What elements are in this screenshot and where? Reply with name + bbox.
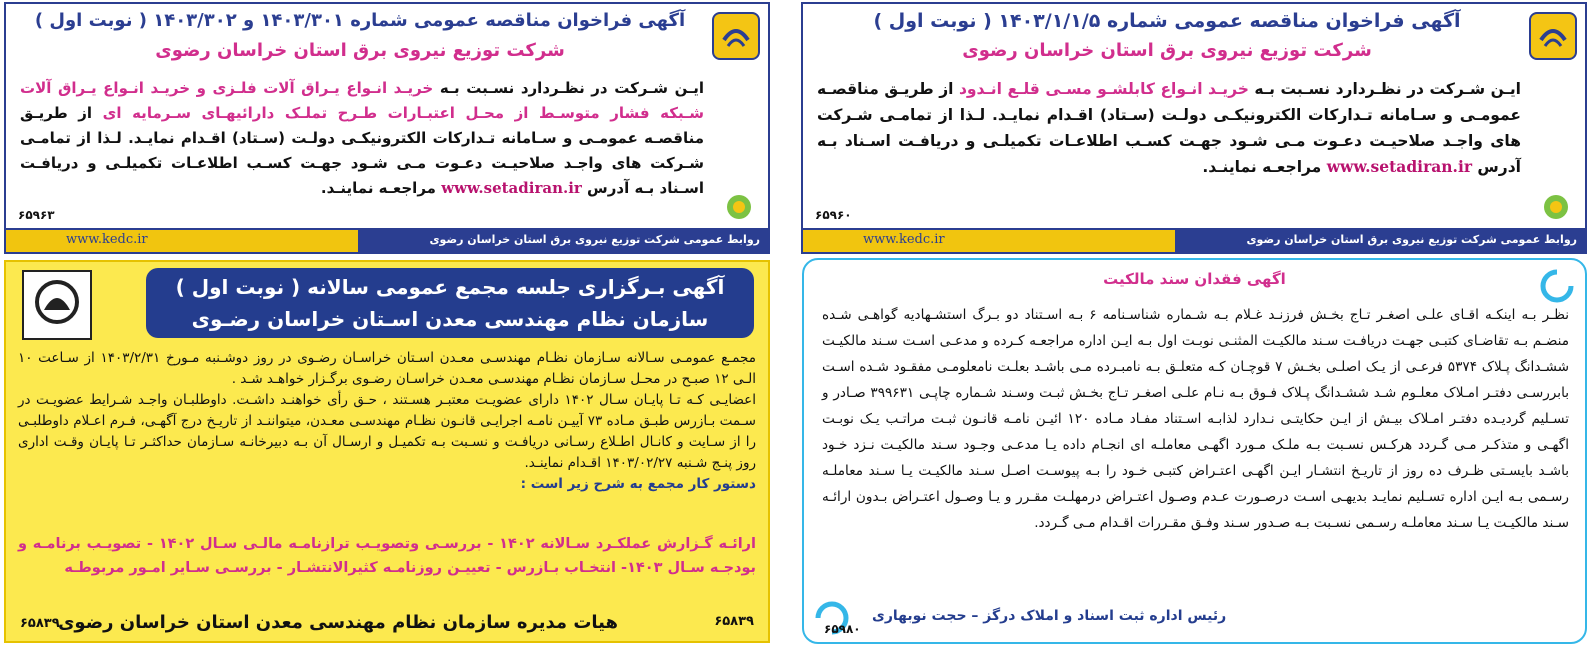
kedc-website[interactable]: www.kedc.ir xyxy=(66,232,148,247)
paragraph-members: اعضایـی کـه تـا پایـان سـال ۱۴۰۲ دارای عضویـت معتبـر هسـتند ، حـق رأی خواهنـد داشـت. داوطلبـان واجـد شـرایط عضویـت در سـمت بـازرس طبـق مـاده ۷۳ آییـن نامـه اجرایـی قانـون نظـام مهندسـی معـدن، میتواننـد از تاریـخ درج آگهـی، فـرم اعـلام داوطلبـی را از سـایت و کانـال اطـلاع رسـانی دریافـت و نسـبت بـه تکمیـل و ارسـال آن بـه دبیرخانـه سـازمان حداکثـر تـا پایـان وقـت اداری روز پنـج شـنبه ۱۴۰۳/۰۲/۲۷ اقـدام نماینـد. xyxy=(18,392,756,471)
mining-engineering-emblem-icon xyxy=(22,270,92,340)
setadiran-link[interactable]: www.setadiran.ir xyxy=(1326,157,1472,176)
tender-subject: خریـد انـواع کابلشـو مسـی قلـع انـدود xyxy=(958,80,1249,98)
energy-saving-icon xyxy=(724,192,754,222)
ad-heading: اگهی فقدان سند مالکیت xyxy=(1103,270,1286,288)
paragraph-meeting: مجمـع عمومـی سـالانه سـازمان نظـام مهندسـی معـدن اسـتان خراسـان رضـوی در روز دوشـنبه مـورخ ۱۴۰۳/۲/۳۱ از سـاعت ۱۰ الـی ۱۲ صبـح در محـل سـازمان نظـام مهندسـی معـدن خراسـان رضـوی برگـزار خواهـد شـد . xyxy=(18,350,756,387)
ad-number: ۶۵۸۳۹ xyxy=(20,616,60,631)
public-relations-label: روابط عمومی شرکت توزیع نیروی برق استان خراسان رضوی xyxy=(1175,230,1585,252)
ad-body: ایـن شـرکت در نظـردارد نسـبت بـه خریـد انـواع کابلشـو مسـی قلـع انـدود از طریـق مناقصـه عمومـی و سـامانه تـدارکات الکترونیکـی دولـت (سـتاد) اقـدام نمایـد. لـذا از تمامـی شـرکت های واجـد صلاحیـت دعـوت مـی شـود جهـت کسـب اطلاعـات تکمیلـی و دریافـت اسـناد بـه آدرس www.setadiran.ir مراجعـه نماینـد. xyxy=(817,80,1521,176)
ad-body xyxy=(18,348,756,495)
footer-bar xyxy=(6,228,768,252)
ad-title: آگهی فراخوان مناقصه عمومی شماره ۱۴۰۳/۳۰۱ و ۱۴۰۳/۳۰۲ ( نوبت اول ) xyxy=(34,10,686,31)
tender-ad-cable-lugs xyxy=(801,2,1587,254)
general-assembly-ad xyxy=(4,260,770,643)
ad-title: آگهی بـرگزاری جلسه مجمع عمومی سالانه ( نوبت اول ) xyxy=(175,275,725,299)
ad-number: ۶۵۹۶۰ xyxy=(815,208,852,222)
tender-subject: خریـد انـواع یـراق آلات فلـزی و خریـد انـواع یـراق آلات شـبکه فشار متوسـط از محـل اعتبـارات طـرح تملـک دارائیهـای سـرمایه ای xyxy=(20,79,704,122)
ad-body: نظـر بـه اینکـه اقـای علـی اصغـر تـاج بخـش فرزنـد غـلام بـه شـماره شناسـنامه ۶ بـه اسـتناد دو بـرگ استشـهادیه گواهـی شـده منضـم بـه تقاضـای کتبـی جهـت دریافـت سـند مالکیـت المثنـی نوبـت اول بـه ایـن اداره مراجعـه کـرده و مدعـی اسـت سـند مالکیـت ششـدانگ پـلاک ۵۳۷۴ فرعـی از یـک اصلـی بخـش ۷ قوچـان کـه متعلـق بـه نامبـرده مـی باشـد بعلـت نامعلومـی مفقـود شـده اسـت بابررسـی دفتـر امـلاک معلـوم شـد ششـدانگ پـلاک فـوق بـه نـام علـی اصغـر تـاج بخـش ثبـت وسـند شـماره چاپـی ۳۹۹۶۳۱ صـادر و تسـلیم گردیـده دفتـر امـلاک بیـش از ایـن حکایتـی نـدارد لذابـه اسـتناد مفـاد مـاده ۱۲۰ ائیـن نامـه قانـون ثبـت مراتـب یـک نوبـت اگهـی و متذکـر مـی گـردد هرکـس نسـبت بـه ملـک مـورد اگهـی معاملـه ای انجـام داده یـا مدعـی وجـود سـند مالکیـت نـزد خـود باشـد بایسـتی ظـرف ده روز از تاریـخ انتشـار ایـن اگهـی اعتـراض کتبـی خـود را بـه پیوسـت اصـل سـند مالکیـت یـا سـند معاملـه رسـمی بـه ایـن اداره تسـلیم نمایـد بدیهـی اسـت درصـورت عـدم وصـول اعتـراض درمهلـت مقـرر و یـا وصـول اعتـراض بـدون ارائـه سـند مالکیـت یـا سـند معاملـه رسـمی نسـبت بـه صـدور سـند وفـق مقـررات اقـدام مـی گـردد. xyxy=(822,307,1569,531)
ad-title-banner xyxy=(146,268,754,338)
organization-name: سازمان نظام مهندسی معدن اسـتان خراسان رضـوی xyxy=(191,307,709,331)
agenda-heading: دستور کار مجمع به شرح زیر است : xyxy=(520,476,756,492)
board-signature: هیات مدیره سازمان نظام مهندسی معدن استان خراسان رضوی xyxy=(57,612,618,633)
setadiran-link[interactable]: www.setadiran.ir xyxy=(441,179,582,197)
energy-saving-icon xyxy=(1541,192,1571,222)
company-name: شرکت توزیع نیروی برق استان خراسان رضوی xyxy=(962,40,1372,61)
public-relations-label: روابط عمومی شرکت توزیع نیروی برق استان خراسان رضوی xyxy=(358,230,768,252)
company-name: شرکت توزیع نیروی برق استان خراسان رضوی xyxy=(155,40,565,61)
power-company-logo-icon xyxy=(1529,12,1577,60)
power-company-logo-icon xyxy=(712,12,760,60)
ad-title: آگهی فراخوان مناقصه عمومی شماره ۱۴۰۳/۱/۱/۵ ( نوبت اول ) xyxy=(873,10,1461,32)
ad-number: ۶۵۹۸۰ xyxy=(824,622,861,636)
lost-deed-ad xyxy=(802,258,1587,644)
registry-signature: رئیس اداره ثبت اسناد و املاک درگز – حجت نوبهاری xyxy=(872,608,1227,624)
tender-ad-metal-fittings xyxy=(4,2,770,254)
ad-number-secondary: ۶۵۸۳۹ xyxy=(714,614,754,629)
ad-body: ایـن شـرکت در نظـردارد نسـبت بـه خریـد انـواع یـراق آلات فلـزی و خریـد انـواع یـراق آلات شـبکه فشار متوسـط از محـل اعتبـارات طـرح تملـک دارائیهـای سـرمایه ای از طریـق مناقصـه عمومـی و سـامانه تـدارکات الکترونیکـی دولـت (سـتاد) اقـدام نمایـد. لـذا از تمامـی شـرکت های واجـد صلاحیـت دعـوت مـی شـود جهـت کسـب اطلاعـات تکمیلـی و دریافـت اسـناد بـه آدرس www.setadiran.ir مراجعـه نماینـد. xyxy=(20,79,704,197)
footer-bar xyxy=(803,228,1585,252)
kedc-website[interactable]: www.kedc.ir xyxy=(863,232,945,247)
ad-number: ۶۵۹۶۳ xyxy=(18,208,55,222)
agenda-items: ارائـه گـزارش عملکـرد سـالانه ۱۴۰۲ - بررسـی وتصویـب ترازنامـه مالـی سـال ۱۴۰۲ - تصویـب برنامـه و بودجـه سـال ۱۴۰۳- انتخـاب بـازرس - تعییـن روزنامـه کثیرالانتشـار - بررسـی سـایر امـور مربوطـه xyxy=(18,536,756,576)
